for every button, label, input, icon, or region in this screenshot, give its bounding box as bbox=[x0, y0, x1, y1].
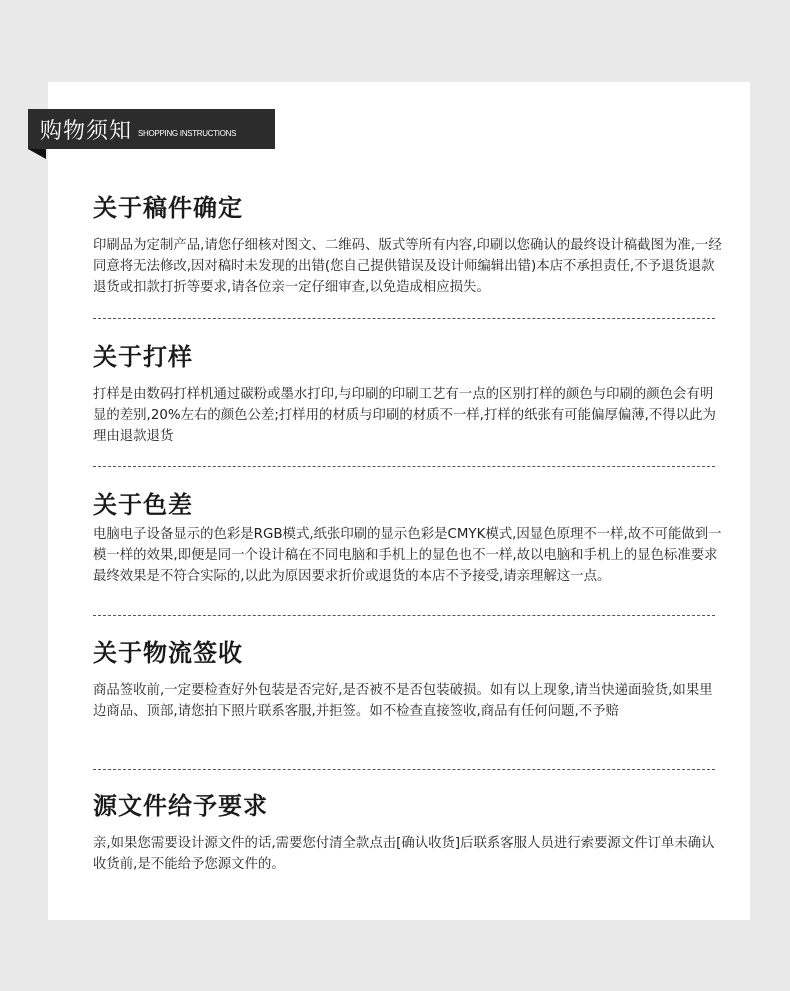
section-logistics-receipt bbox=[93, 638, 733, 722]
section-title: 关于物流签收 bbox=[93, 639, 243, 667]
section-color-difference bbox=[93, 490, 733, 587]
section-divider bbox=[93, 615, 715, 616]
section-title: 源文件给予要求 bbox=[93, 792, 268, 820]
section-body: 商品签收前,一定要检查好外包装是否完好,是否被不是否包装破损。如有以上现象,请当快递面验货,如果里边商品、顶部,请您拍下照片联系客服,并拒签。如不检查直接签收,商品有任何问题,不予赔 bbox=[93, 683, 713, 719]
section-divider bbox=[93, 318, 715, 319]
section-divider bbox=[93, 466, 715, 467]
banner-fold-decoration bbox=[28, 149, 46, 159]
section-body: 印刷品为定制产品,请您仔细核对图文、二维码、版式等所有内容,印刷以您确认的最终设计稿截图为准,一经同意将无法修改,因对稿时未发现的出错(您自己提供错误及设计师编辑出错)本店不承担责任,不予退货退款退货或扣款打折等要求,请各位亲一定仔细审查,以免造成相应损失。 bbox=[93, 238, 722, 295]
section-body: 亲,如果您需要设计源文件的话,需要您付清全款点击[确认收货]后联系客服人员进行索要源文件订单未确认收货前,是不能给予您源文件的。 bbox=[93, 836, 715, 872]
section-title: 关于稿件确定 bbox=[93, 194, 243, 222]
banner-title: 购物须知 bbox=[40, 118, 133, 144]
section-body: 打样是由数码打样机通过碳粉或墨水打印,与印刷的印刷工艺有一点的区别打样的颜色与印刷的颜色会有明显的差别,20%左右的颜色公差;打样用的材质与印刷的材质不一样,打样的纸张有可能偏厚偏薄,不得以此为理由退款退货 bbox=[93, 387, 716, 444]
section-divider bbox=[93, 769, 715, 770]
shopping-instructions-banner bbox=[28, 109, 275, 149]
section-source-files bbox=[93, 791, 733, 875]
section-proofing bbox=[93, 342, 733, 447]
banner-subtitle: SHOPPING INSTRUCTIONS bbox=[138, 128, 237, 138]
section-draft-confirmation bbox=[93, 193, 733, 298]
section-body: 电脑电子设备显示的色彩是RGB模式,纸张印刷的显示色彩是CMYK模式,因显色原理不一样,故不可能做到一模一样的效果,即便是同一个设计稿在不同电脑和手机上的显色也不一样,故以电脑和手机上的显色标准要求最终效果是不符合实际的,以此为原因要求折价或退货的本店不予接受,请亲理解这一点。 bbox=[93, 527, 722, 584]
section-title: 关于色差 bbox=[93, 491, 193, 519]
section-title: 关于打样 bbox=[93, 343, 193, 371]
